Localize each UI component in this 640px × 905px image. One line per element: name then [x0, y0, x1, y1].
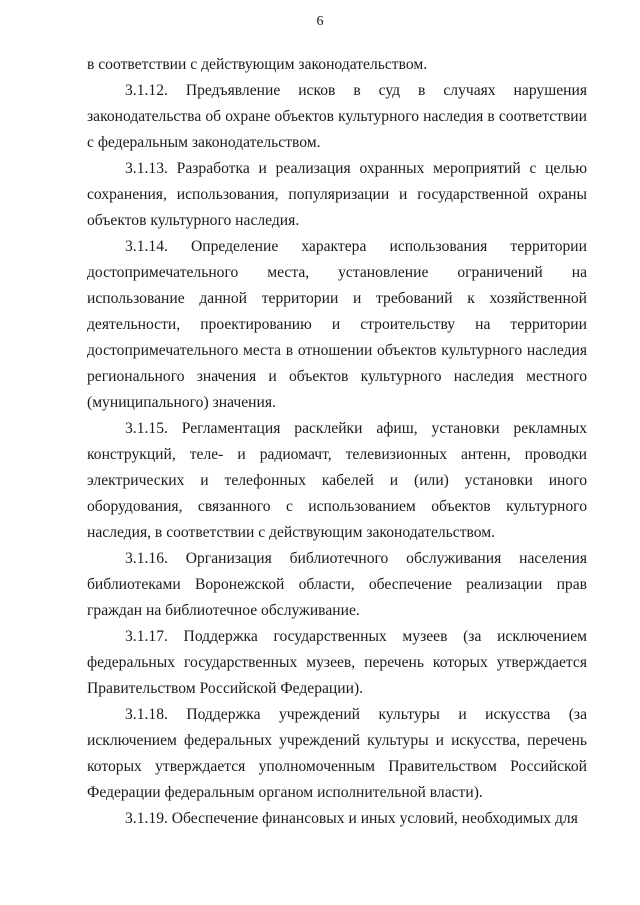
paragraph-3-1-15: 3.1.15. Регламентация расклейки афиш, установки рекламных конструкций, теле- и радиомачт, телевизионных антенн, проводки электрических и телефонных кабелей и (или) установки иного оборудования, связанного с использованием объектов культурного наследия, в соответствии с действующим законодательством. — [87, 420, 587, 541]
page-number: 6 — [316, 14, 324, 29]
paragraph-3-1-19: 3.1.19. Обеспечение финансовых и иных условий, необходимых для — [125, 810, 578, 827]
document-body — [87, 52, 587, 832]
paragraph-3-1-17: 3.1.17. Поддержка государственных музеев (за исключением федеральных государственных музеев, перечень которых утверждается Правительством Российской Федерации). — [87, 628, 587, 697]
paragraph-3-1-14: 3.1.14. Определение характера использования территории достопримечательного места, установление ограничений на использование данной территории и требований к хозяйственной деятельности, проектированию и строительству на территории достопримечательного места в отношении объектов культурного наследия регионального значения и объектов культурного наследия местного (муниципального) значения. — [87, 238, 587, 411]
paragraph-3-1-16: 3.1.16. Организация библиотечного обслуживания населения библиотеками Воронежской области, обеспечение реализации прав граждан на библиотечное обслуживание. — [87, 550, 587, 619]
paragraph-continuation: в соответствии с действующим законодательством. — [87, 56, 428, 73]
paragraph-3-1-12: 3.1.12. Предъявление исков в суд в случаях нарушения законодательства об охране объектов культурного наследия в соответствии с федеральным законодательством. — [87, 82, 587, 151]
paragraph-3-1-13: 3.1.13. Разработка и реализация охранных мероприятий с целью сохранения, использования, популяризации и государственной охраны объектов культурного наследия. — [87, 160, 587, 229]
paragraph-3-1-18: 3.1.18. Поддержка учреждений культуры и искусства (за исключением федеральных учреждений культуры и искусства, перечень которых утверждается уполномоченным Правительством Российской Федерации федеральным органом исполнительной власти). — [87, 706, 587, 801]
